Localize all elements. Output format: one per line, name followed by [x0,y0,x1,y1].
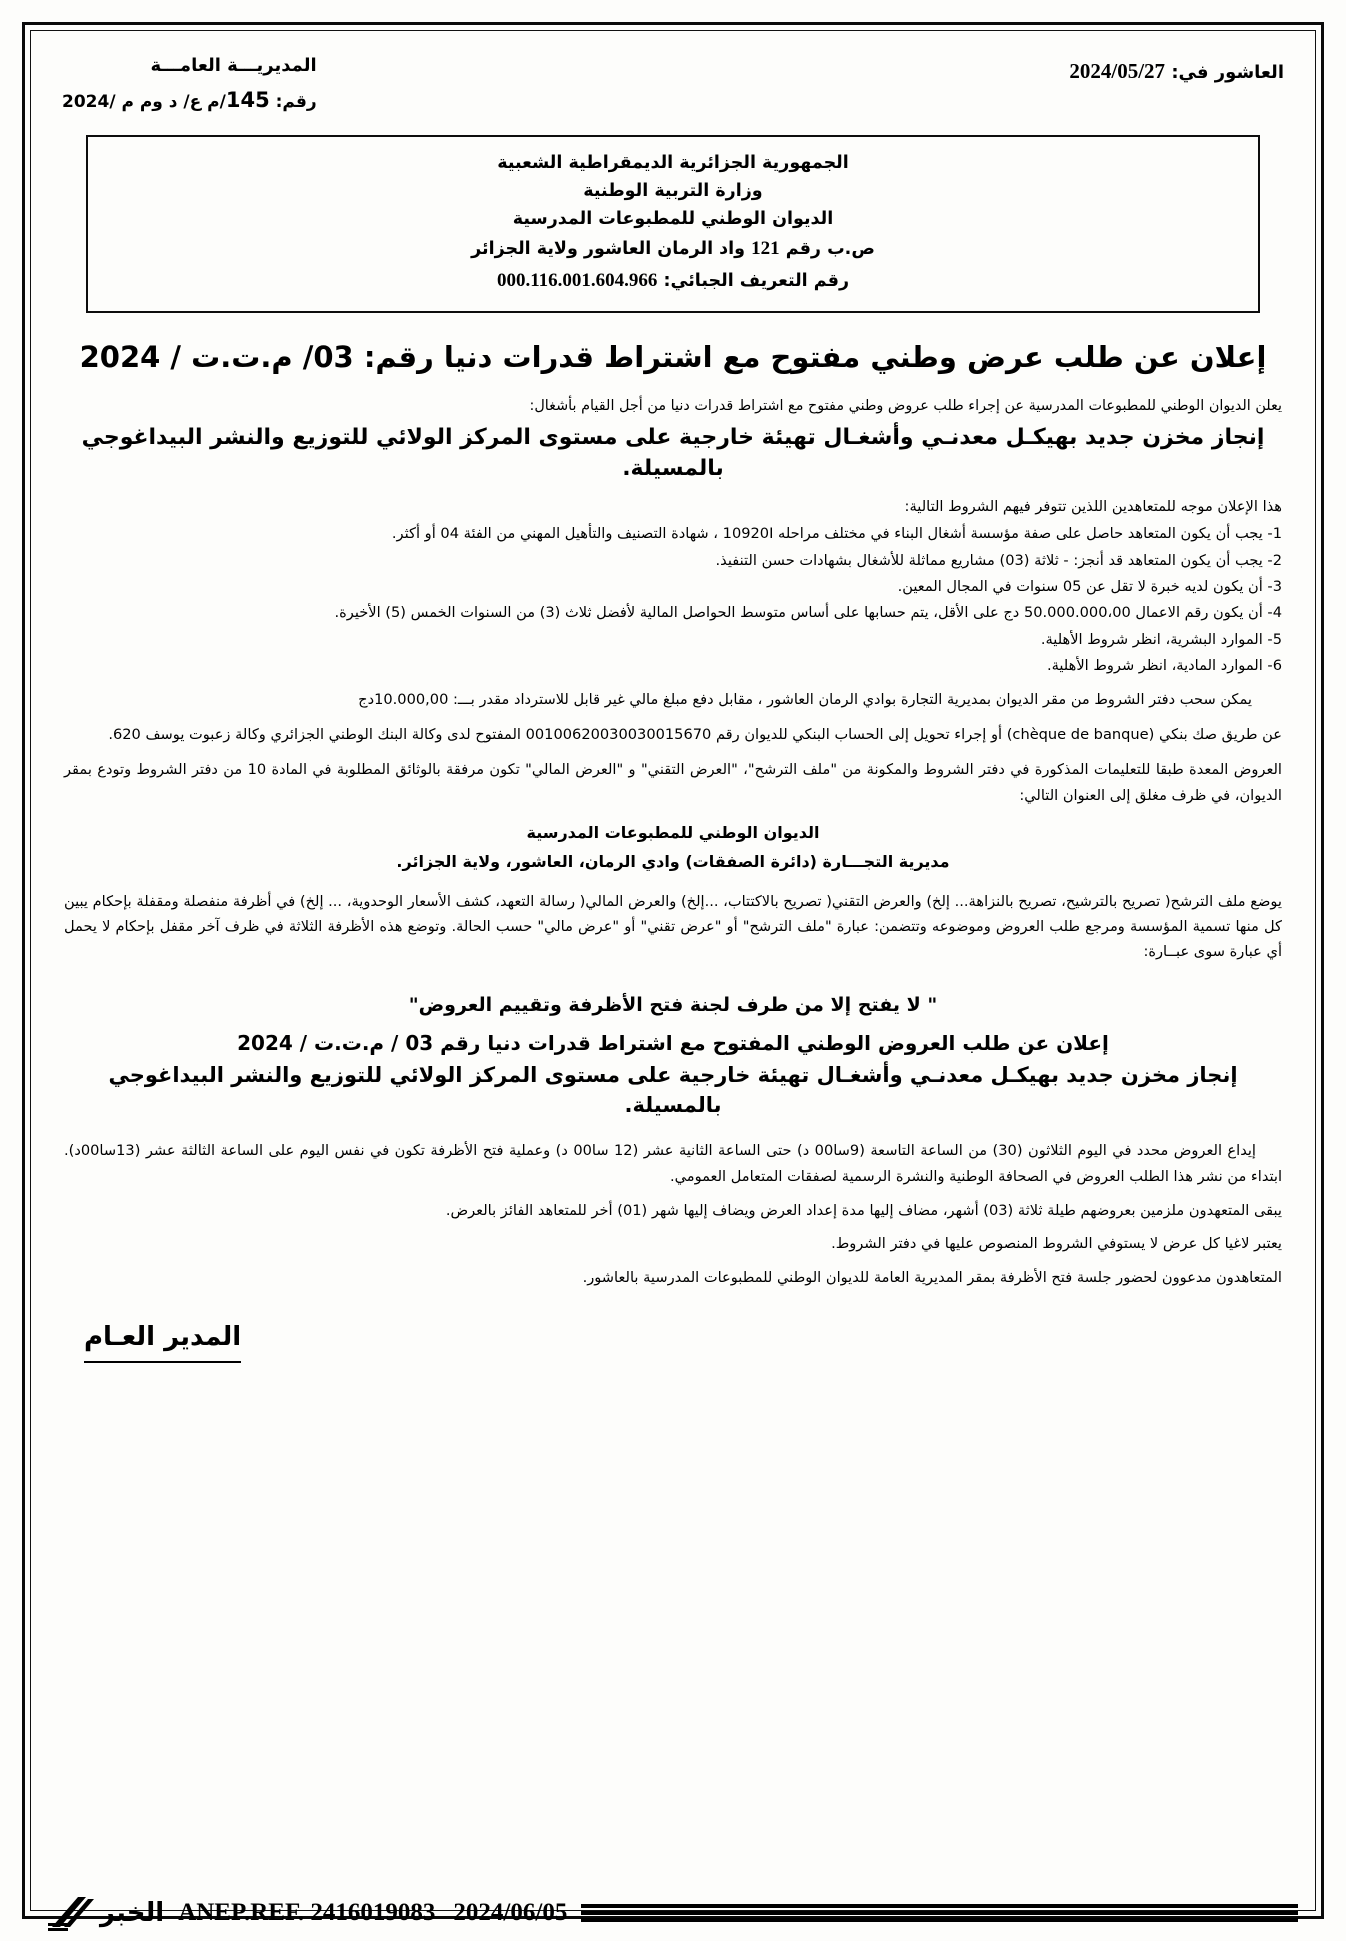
footer-rule-bars [581,1902,1298,1924]
ministry-name: وزارة التربية الوطنية [583,180,763,201]
newspaper-logo [48,1893,164,1933]
newspaper-name: الخبر [100,1898,165,1928]
condition-item: 1- يجب أن يكون المتعاهد حاصل على صفة مؤسسة أشغال البناء في مختلف مراحله 10920I ، شهادة التصنيف والتأهيل المهني من الفئة 04 أو أكثر. [391,525,1282,543]
reference-line [62,85,317,117]
reference-label: رقم: [275,92,317,112]
repeat-tender-title: إعلان عن طلب العروض الوطني المفتوح مع اشتراط قدرات دنيا رقم 03 / م.ت.ت / 2024 [237,1030,1109,1055]
place-label: العاشور في: [1171,62,1284,83]
postal-address [98,234,1248,265]
condition-item: 3- أن يكون لديه خبرة لا تقل عن 05 سنوات في المجال المعين. [897,577,1282,595]
tender-subject-line1: إنجاز مخزن جديد بهيكـل معدنـي وأشغـال تهيئة خارجية على مستوى المركز الولائي للتوزيع والنشر البيداغوجي [81,425,1265,451]
el-khabar-swoosh-icon [48,1893,94,1933]
tender-subject-line2: بالمسيلة. [622,456,724,482]
document-body [48,395,1298,1364]
office-name: الديوان الوطني للمطبوعات المدرسية [512,209,834,230]
tax-id-number: 000.116.001.604.966 [496,270,658,292]
conditions-list [64,522,1282,677]
director-general-signature: المدير العـام [84,1316,241,1363]
condition-item: 6- الموارد المادية، انظر شروط الأهلية. [1046,656,1282,674]
signature-block [64,1316,1272,1363]
deadline-paragraph: إيداع العروض محدد في اليوم الثلاثون (30) من الساعة التاسعة (9سا00 د) حتى الساعة الثانية عشر (12 سا00 د) وعملية فتح الأظرفة تكون في نفس اليوم على الساعة الثالثة عشر (13سا00د). ابتداء من نشر هذا الطلب العروض في الصحافة الوطنية والنشرة الرسمية لصفقات المتعامل العمومي. [64,1142,1282,1186]
reference-number: 145 [225,88,270,112]
invitation-paragraph: المتعاهدون مدعوون لحضور جلسة فتح الأظرفة بمقر المديرية العامة للديوان الوطني للمطبوعات المدرسية بالعاشور. [582,1268,1282,1286]
header-left-block [1069,52,1284,88]
identity-box [86,135,1260,314]
document-footer [48,1893,1298,1933]
tender-subject [64,422,1282,484]
offers-paragraph: العروض المعدة طبقا للتعليمات المذكورة في دفتر الشروط والمكونة من "ملف الترشح"، "العرض التقني" و "العرض المالي" تكون مرفقة بالوثائق المطلوبة في المادة 10 من دفتر الشروط وتودع بمقر الديوان، في ظرف مغلق إلى العنوان التالي: [64,761,1282,804]
header-right-block [62,52,317,117]
header-date: 2024/05/27 [1069,59,1166,83]
repeat-subject-line1: إنجاز مخزن جديد بهيكـل معدنـي وأشغـال تهيئة خارجية على مستوى المركز الولائي للتوزيع والنشر البيداغوجي [108,1062,1238,1087]
pob-number: 121 [751,237,780,259]
repeat-tender-subject [64,1061,1282,1121]
tax-id-label: رقم التعريف الجبائي: [663,271,850,292]
document-content [48,46,1298,1895]
rejection-paragraph: يعتبر لاغيا كل عرض لا يستوفي الشروط المنصوص عليها في دفتر الشروط. [831,1235,1282,1253]
intro-paragraph: يعلن الديوان الوطني للمطبوعات المدرسية عن إجراء طلب عروض وطني مفتوح مع اشتراط قدرات دنيا من أجل القيام بأشغال: [529,397,1282,414]
document-header [48,46,1298,117]
condition-item: 4- أن يكون رقم الاعمال 50.000.000،00 دج على الأقل، يتم حسابها على أساس متوسط الحواصل المالية لأفضل ثلاث (3) من السنوات الخمس (5) الأخيرة. [334,604,1282,622]
validity-paragraph: يبقى المتعهدون ملزمين بعروضهم طيلة ثلاثة (03) أشهر، مضاف إليها مدة إعداد العرض ويضاف إليها شهر (01) أخر للمتعاهد الفائز بالعرض. [445,1201,1282,1219]
page-title: إعلان عن طلب عرض وطني مفتوح مع اشتراط قدرات دنيا رقم: 03/ م.ت.ت / 2024 [79,340,1267,375]
condition-item: 2- يجب أن يكون المتعاهد قد أنجز: - ثلاثة (03) مشاريع مماثلة للأشغال بشهادات حسن التنفيذ. [715,551,1282,569]
directorate-title: المديريـــة العامـــة [150,55,317,76]
sealed-envelope-quote: " لا يفتح إلا من طرف لجنة فتح الأظرفة وتقييم العروض" [408,994,938,1017]
fee-paragraph-2: عن طريق صك بنكي (chèque de banque) أو إجراء تحويل إلى الحساب البنكي للديوان رقم 00100620030030015670 المفتوح لدى وكالة البنك الوطني الجزائري وكالة زعبوت يوسف 620. [108,726,1282,744]
pob-suffix: واد الرمان العاشور ولاية الجزائر [471,238,746,259]
repeat-subject-line2: بالمسيلة. [624,1092,722,1117]
address-line-1: الديوان الوطني للمطبوعات المدرسية [526,822,820,842]
address-line-2: مديرية التجـــارة (دائرة الصفقات) وادي الرمان، العاشور، ولاية الجزائر. [396,852,950,872]
envelope-paragraph: يوضع ملف الترشح( تصريح بالترشيح، تصريح بالنزاهة... إلخ) والعرض التقني( تصريح بالاكتتاب، ...إلخ) والعرض المالي( رسالة التعهد، كشف الأسعار الوحدوية، ... إلخ) في أظرفة منفصلة ومقفلة بإحكام يبين كل منها تسمية المؤسسة ومرجع طلب العروض وموضوعه وتتضمن: عبارة "ملف الترشح" أو "عرض تقني" أو "عرض مالي" حسب الحالة. وتوضع هذه الأظرفة الثلاثة في ظرف آخر مقفل بإحكام لا يحمل أي عبارة سوى عبــارة: [64,892,1282,960]
fee-paragraph-1: يمكن سحب دفتر الشروط من مقر الديوان بمديرية التجارة بوادي الرمان العاشور ، مقابل دفع مبلغ مالي غير قابل للاسترداد مقدر بـــ: 10.000,00دج [358,691,1252,709]
place-date-line [1069,56,1284,88]
country-name: الجمهورية الجزائرية الديمقراطية الشعبية [497,152,849,173]
anep-ref-number: 2416019083 [310,1899,436,1926]
pob-prefix: ص.ب رقم [785,238,875,259]
conditions-lead: هذا الإعلان موجه للمتعاهدين اللذين تتوفر فيهم الشروط التالية: [904,497,1282,515]
condition-item: 5- الموارد البشرية، انظر شروط الأهلية. [1040,630,1282,648]
reference-suffix: /م ع/ د وم م /2024 [62,92,226,112]
submission-address [64,818,1282,877]
footer-date: 2024/06/05 [453,1899,568,1926]
anep-reference [178,1899,567,1927]
tax-id-line [98,266,1248,297]
anep-ref-label: ANEP.REF. [178,1899,305,1926]
